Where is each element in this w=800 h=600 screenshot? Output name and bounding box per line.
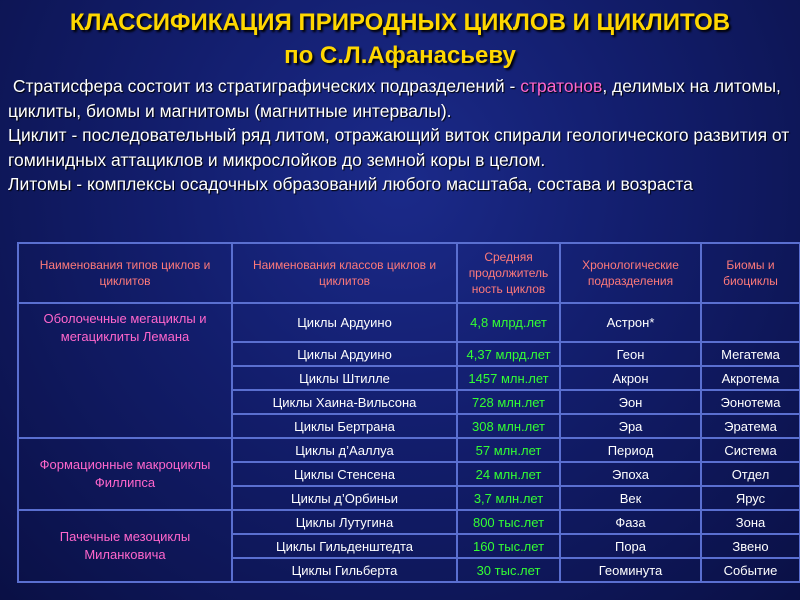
duration-cell: 57 млн.лет <box>457 438 560 462</box>
duration-cell: 4,8 млрд.лет <box>457 303 560 342</box>
biome-cell: Событие <box>701 558 800 582</box>
table-row <box>18 303 800 342</box>
table-row <box>18 438 800 462</box>
lithome-term: Литомы <box>8 174 72 194</box>
header-chronology: Хронологические подразделения <box>560 243 701 303</box>
chronology-cell: Астрон* <box>560 303 701 342</box>
biome-cell: Эонотема <box>701 390 800 414</box>
biome-cell: Мегатема <box>701 342 800 366</box>
intro-paragraph-cyclite <box>8 123 798 172</box>
class-cell: Циклы Гильберта <box>232 558 457 582</box>
table-row <box>18 510 800 534</box>
stratisphere-text: Стратисфера состоит из стратиграфических подразделений - <box>12 76 521 96</box>
lithome-definition: - комплексы осадочных образований любого масштаба, состава и возраста <box>71 174 693 194</box>
type-cell-milankovitch: Пачечные мезоциклы Миланковича <box>18 510 232 582</box>
chronology-cell: Пора <box>560 534 701 558</box>
duration-cell: 308 млн.лет <box>457 414 560 438</box>
class-cell: Циклы Лутугина <box>232 510 457 534</box>
biome-cell: Звено <box>701 534 800 558</box>
class-cell: Циклы д’Ааллуа <box>232 438 457 462</box>
duration-cell: 728 млн.лет <box>457 390 560 414</box>
duration-cell: 800 тыс.лет <box>457 510 560 534</box>
stratisphere-text-rest: , делимых на литомы, циклиты, биомы и магнитомы (магнитные интервалы). <box>8 76 781 121</box>
class-cell: Циклы Штилле <box>232 366 457 390</box>
cyclite-term: Циклит <box>8 125 67 145</box>
chronology-cell: Эра <box>560 414 701 438</box>
duration-cell: 1457 млн.лет <box>457 366 560 390</box>
chronology-cell: Эон <box>560 390 701 414</box>
chronology-cell: Эпоха <box>560 462 701 486</box>
intro-paragraph-lithome <box>8 172 798 197</box>
cyclite-definition: - последовательный ряд литом, отражающий виток спирали геологического развития от гоминидных аттациклов и микрослойков до земной коры в целом. <box>8 125 790 170</box>
class-cell: Циклы д’Орбиньи <box>232 486 457 510</box>
intro-paragraph-stratisphere <box>8 74 798 123</box>
chronology-cell: Фаза <box>560 510 701 534</box>
biome-cell: Эратема <box>701 414 800 438</box>
header-types: Наименования типов циклов и циклитов <box>18 243 232 303</box>
chronology-cell: Век <box>560 486 701 510</box>
biome-cell: Отдел <box>701 462 800 486</box>
chronology-cell: Период <box>560 438 701 462</box>
chronology-cell: Геоминута <box>560 558 701 582</box>
stratons-term: стратонов <box>520 76 603 96</box>
biome-cell: Акротема <box>701 366 800 390</box>
class-cell: Циклы Гильденштедта <box>232 534 457 558</box>
type-cell-phillips: Формационные макроциклы Филлипса <box>18 438 232 510</box>
header-biomes: Биомы и биоциклы <box>701 243 800 303</box>
slide-title <box>0 6 800 72</box>
class-cell: Циклы Стенсена <box>232 462 457 486</box>
biome-cell <box>701 303 800 342</box>
chronology-cell: Акрон <box>560 366 701 390</box>
class-cell: Циклы Ардуино <box>232 342 457 366</box>
class-cell: Циклы Ардуино <box>232 303 457 342</box>
biome-cell: Ярус <box>701 486 800 510</box>
duration-cell: 3,7 млн.лет <box>457 486 560 510</box>
class-cell: Циклы Хаина-Вильсона <box>232 390 457 414</box>
title-line-2: по С.Л.Афанасьеву <box>284 42 516 69</box>
classification-table <box>17 242 800 583</box>
class-cell: Циклы Бертрана <box>232 414 457 438</box>
biome-cell: Зона <box>701 510 800 534</box>
duration-cell: 160 тыс.лет <box>457 534 560 558</box>
biome-cell: Система <box>701 438 800 462</box>
header-duration: Средняя продолжитель ность циклов <box>457 243 560 303</box>
chronology-cell: Геон <box>560 342 701 366</box>
duration-cell: 4,37 млрд.лет <box>457 342 560 366</box>
title-line-1: КЛАССИФИКАЦИЯ ПРИРОДНЫХ ЦИКЛОВ И ЦИКЛИТОВ <box>69 9 731 36</box>
duration-cell: 24 млн.лет <box>457 462 560 486</box>
duration-cell: 30 тыс.лет <box>457 558 560 582</box>
intro-text <box>8 74 798 197</box>
header-classes: Наименования классов циклов и циклитов <box>232 243 457 303</box>
type-cell-lehmann: Оболочечные мегациклы и мегациклиты Лемана <box>18 303 232 438</box>
table-header-row <box>18 243 800 303</box>
